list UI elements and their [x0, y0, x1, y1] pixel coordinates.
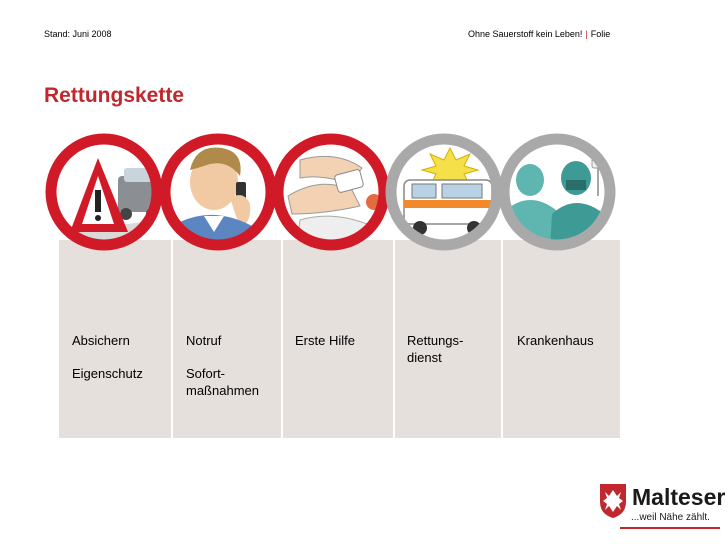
step-2-label: Notruf	[186, 333, 222, 348]
step-1-text	[72, 332, 143, 382]
separator: |	[585, 29, 588, 39]
slide-title: Rettungskette	[44, 84, 185, 107]
step-1-label: Absichern	[72, 333, 130, 348]
step-5-label: Krankenhaus	[517, 333, 594, 348]
logo-claim: ...weil Nähe zählt.	[631, 512, 710, 523]
step-2-sub: Sofort- maßnahmen	[186, 366, 259, 398]
malteser-cross-icon	[598, 484, 628, 518]
step-3-label: Erste Hilfe	[295, 333, 355, 348]
step-4-label: Rettungs- dienst	[407, 333, 464, 365]
folie-label: Folie	[590, 29, 611, 39]
logo-underline	[620, 527, 720, 529]
step-5-text	[517, 332, 594, 349]
step-2-text	[186, 332, 259, 399]
step-4-text	[407, 332, 463, 366]
step-1-sub: Eigenschutz	[72, 366, 143, 381]
slogan-text: Ohne Sauerstoff kein Leben!	[468, 29, 583, 39]
step-3-text	[295, 332, 355, 349]
logo-name: Malteser	[632, 484, 726, 510]
date-stamp: Stand: Juni 2008	[44, 29, 112, 39]
